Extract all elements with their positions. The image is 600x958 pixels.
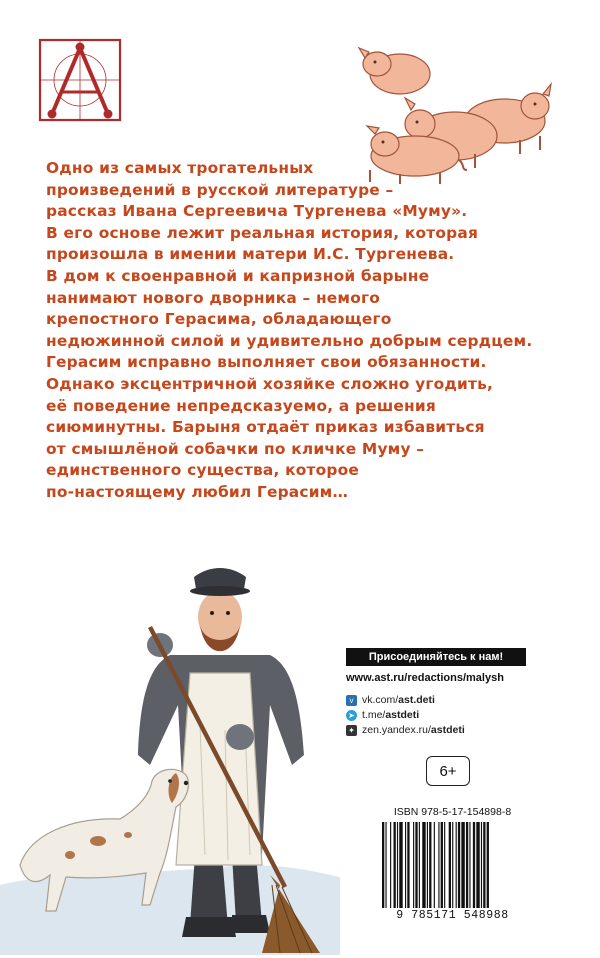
description-line: крепостного Герасима, обладающего <box>46 310 392 329</box>
social-handle: astdeti <box>430 724 465 736</box>
social-links <box>346 693 536 738</box>
social-link-vk[interactable] <box>346 693 536 707</box>
description-line: единственного существа, которое <box>46 461 360 480</box>
description-line: Одно из самых трогательных <box>46 159 314 177</box>
publisher-website[interactable]: www.ast.ru/redactions/malysh <box>346 672 504 684</box>
description-line: недюжинной силой и удивительно добрым сердцем. <box>46 331 533 350</box>
age-rating-badge: 6+ <box>426 756 470 786</box>
join-us-label: Присоединяйтесь к нам! <box>368 651 504 663</box>
barcode-digits: 9 785171 548988 <box>396 909 509 922</box>
join-us-banner <box>346 648 526 666</box>
description-line: В его основе лежит реальная история, которая <box>46 223 479 242</box>
social-handle: ast.deti <box>398 694 435 706</box>
social-link-telegram[interactable] <box>346 708 536 722</box>
book-description <box>46 158 576 504</box>
social-prefix: vk.com/ <box>362 694 399 706</box>
barcode-icon <box>380 822 525 908</box>
description-line: В дом к своенравной и капризной барыне <box>46 266 430 285</box>
social-handle: astdeti <box>385 709 420 721</box>
gerasim-illustration <box>0 555 340 955</box>
social-prefix: t.me/ <box>362 709 386 721</box>
description-line: рассказ Ивана Сергеевича Тургенева «Муму». <box>46 202 468 221</box>
isbn-number: ISBN 978-5-17-154898-8 <box>393 806 512 818</box>
description-line: от смышлёной собачки по кличке Муму – <box>46 439 425 458</box>
social-prefix: zen.yandex.ru/ <box>362 724 431 736</box>
description-line: произведений в русской литературе – <box>46 180 394 199</box>
description-line: сиюминутны. Барыня отдаёт приказ избавиться <box>46 418 485 437</box>
vk-icon: v <box>346 695 357 706</box>
description-line: по-настоящему любил Герасим… <box>46 482 349 501</box>
barcode-panel <box>376 806 529 926</box>
publisher-logo <box>38 38 122 122</box>
description-line: её поведение непредсказуемо, а решения <box>46 396 436 415</box>
description-line: Однако эксцентричной хозяйке сложно угодить, <box>46 374 494 393</box>
zen-icon: ✦ <box>346 725 357 736</box>
description-line: произошла в имении матери И.С. Тургенева. <box>46 245 455 264</box>
description-line: нанимают нового дворника – немого <box>46 288 380 307</box>
social-link-zen[interactable] <box>346 723 536 737</box>
telegram-icon: ➤ <box>346 710 357 721</box>
description-line: Герасим исправно выполняет свои обязанности. <box>46 353 487 372</box>
